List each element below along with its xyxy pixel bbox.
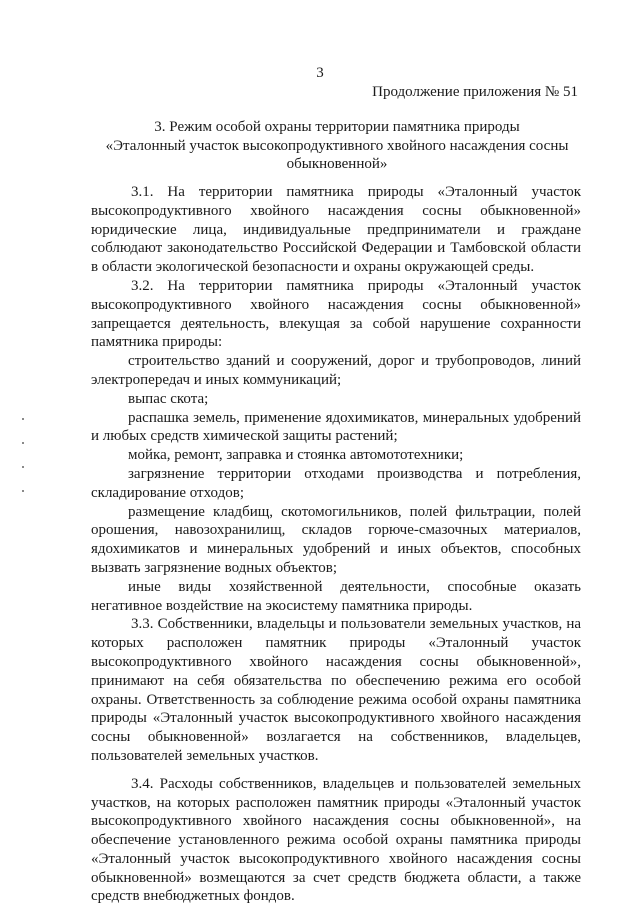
page-number: 3 [316,65,324,81]
scan-mark [22,418,24,420]
paragraph-3-2: 3.2. На территории памятника природы «Эталонный участок высокопродуктивного хвойного насаждения сосны обыкновенной» запрещается деятельность, влекущая за собой нарушение сохранности памятника природы: [91,277,581,351]
section-title-line: обыкновенной» [286,156,388,172]
list-item: иные виды хозяйственной деятельности, способные оказать негативное воздействие на экосистему памятника природы. [91,578,581,614]
list-item: выпас скота; [128,390,209,407]
scan-mark [22,490,24,492]
section-title-line: «Эталонный участок высокопродуктивного хвойного насаждения сосны [105,137,569,154]
list-item: загрязнение территории отходами производства и потребления, складирование отходов; [91,465,581,501]
scan-margin-marks [22,418,25,514]
list-item: распашка земель, применение ядохимикатов, минеральных удобрений и любых средств химической защиты растений; [91,409,581,445]
paragraph-3-1: 3.1. На территории памятника природы «Эталонный участок высокопродуктивного хвойного насаждения сосны обыкновенной» юридические лица, индивидуальные предприниматели и граждане соблюдают законодательство Российской Федерации и Тамбовской области в области экологической безопасности и охраны окружающей среды. [91,184,581,276]
paragraph-3-3: 3.3. Собственники, владельцы и пользователи земельных участков, на которых расположен памятник природы «Эталонный участок высокопродуктивного хвойного насаждения сосны обыкновенной», принимают на себя обязательства по обеспечению режима его особой охраны. Ответственность за соблюдение режима особой охраны памятника природы «Эталонный участок высокопродуктивного хвойного насаждения сосны обыкновенной» возлагается на собственников, владельцев, пользователей земельных участков. [91,616,581,764]
scan-mark [22,442,24,444]
list-item: размещение кладбищ, скотомогильников, полей фильтрации, полей орошения, навозохранилищ, складов горюче-смазочных материалов, ядохимикатов и минеральных удобрений и иных объектов, способных вызвать загрязнение водных объектов; [91,503,581,576]
paragraph-3-4: 3.4. Расходы собственников, владельцев и пользователей земельных участков, на которых расположен памятник природы «Эталонный участок высокопродуктивного хвойного насаждения сосны обыкновенной», на обеспечение установленного режима особой охраны памятника природы «Эталонный участок высокопродуктивного хвойного насаждения сосны обыкновенной» возмещаются за счет средств бюджета области, а также средств внебюджетных фондов. [91,775,581,905]
list-item: мойка, ремонт, заправка и стоянка автомототехники; [128,447,464,464]
scan-mark [22,466,24,468]
appendix-note: Продолжение приложения № 51 [372,84,578,100]
list-item: строительство зданий и сооружений, дорог и трубопроводов, линий электропередач и иных коммуникаций; [91,353,581,388]
section-title [92,118,582,174]
section-body [91,183,581,906]
section-title-line: 3. Режим особой охраны территории памятника природы [154,119,520,135]
